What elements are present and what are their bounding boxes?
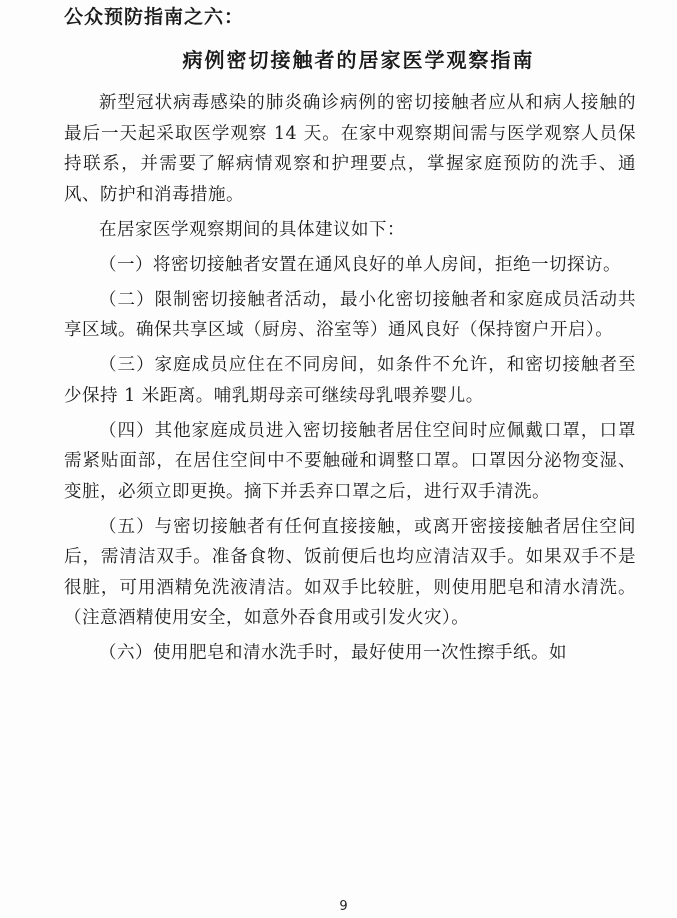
paragraph-item-3: （三）家庭成员应住在不同房间，如条件不允许，和密切接触者至少保持 1 米距离。哺乳期母亲可继续母乳喂养婴儿。 xyxy=(64,355,636,406)
paragraph-intro: 新型冠状病毒感染的肺炎确诊病例的密切接触者应从和病人接触的最后一天起采取医学观察 14 天。在家中观察期间需与医学观察人员保持联系，并需要了解病情观察和护理要点，掌握家庭预防的洗手、通风、防护和消毒措施。 xyxy=(64,93,636,205)
paragraph-advice-lead: 在居家医学观察期间的具体建议如下： xyxy=(99,219,405,240)
paragraph-item-1: （一）将密切接触者安置在通风良好的单人房间，拒绝一切探访。 xyxy=(99,254,621,275)
document-title: 病例密切接触者的居家医学观察指南 xyxy=(182,48,535,72)
page-number: 9 xyxy=(339,899,348,914)
paragraph-item-2: （二）限制密切接触者活动，最小化密切接触者和家庭成员活动共享区域。确保共享区域（厨房、浴室等）通风良好（保持窗户开启）。 xyxy=(64,289,636,340)
paragraph-item-6: （六）使用肥皂和清水洗手时，最好使用一次性擦手纸。如 xyxy=(99,643,567,663)
paragraph-item-5: （五）与密切接触者有任何直接接触，或离开密接接触者居住空间后，需清洁双手。准备食物、饭前便后也均应清洁双手。如果双手不是很脏，可用酒精免洗液清洁。如双手比较脏，则使用肥皂和清水清洗。（注意酒精使用安全，如意外吞食用或引发火灾）。 xyxy=(64,516,636,628)
document-body xyxy=(64,88,636,669)
paragraph-item-4: （四）其他家庭成员进入密切接触者居住空间时应佩戴口罩，口罩需紧贴面部，在居住空间中不要触碰和调整口罩。口罩因分泌物变湿、变脏，必须立即更换。摘下并丢弃口罩之后，进行双手清洗。 xyxy=(64,420,636,502)
section-heading: 公众预防指南之六： xyxy=(64,6,245,28)
